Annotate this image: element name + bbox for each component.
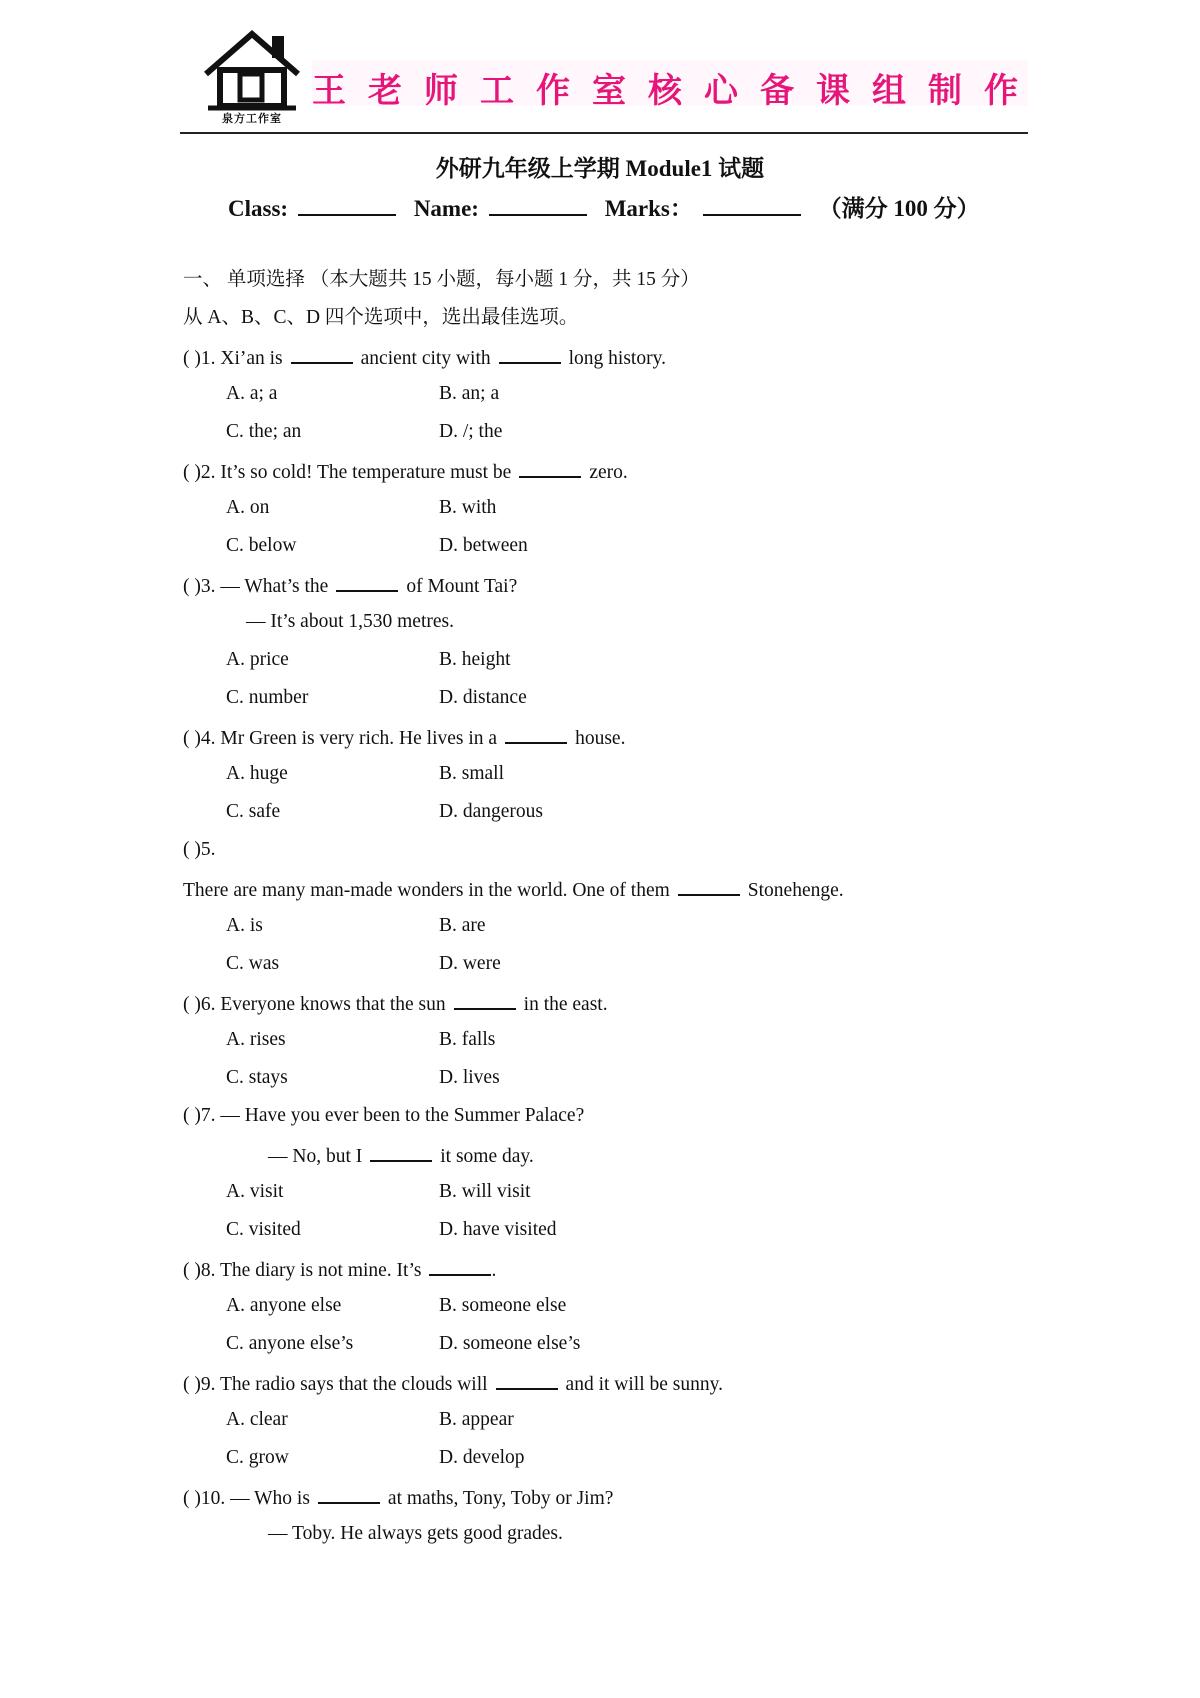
marks-blank[interactable] <box>703 194 801 216</box>
question-stem: ( )4. Mr Green is very rich. He lives in a <box>183 728 498 749</box>
option-b[interactable]: B. falls <box>439 1029 496 1050</box>
answer-blank[interactable] <box>678 876 740 896</box>
question-5: ( )5. <box>183 839 216 860</box>
question-4 <box>183 724 625 751</box>
question-stem: . <box>491 1260 497 1281</box>
question-stem: ( )2. It’s so cold! The temperature must be <box>183 462 512 483</box>
option-b[interactable]: B. will visit <box>439 1181 531 1202</box>
section-heading: 一、 单项选择 （本大题共 15 小题，每小题 1 分，共 15 分） <box>183 269 700 290</box>
option-a[interactable]: A. a; a <box>226 383 278 404</box>
question-stem: ( )9. The radio says that the clouds will <box>183 1374 488 1395</box>
option-d[interactable]: D. have visited <box>439 1219 557 1240</box>
section-instruction: 从 A、B、C、D 四个选项中，选出最佳选项。 <box>183 307 579 328</box>
banner-text: 王老师工作室核心备课组制作 <box>312 71 1040 111</box>
option-a[interactable]: A. visit <box>226 1181 284 1202</box>
answer-blank[interactable] <box>291 344 353 364</box>
answer-blank[interactable] <box>505 724 567 744</box>
page-title: 外研九年级上学期 Module1 试题 <box>435 156 765 181</box>
question-stem: ( )3. — What’s the <box>183 576 329 597</box>
page-header <box>180 28 1040 134</box>
question-9 <box>183 1370 723 1397</box>
option-b[interactable]: B. are <box>439 915 486 936</box>
answer-blank[interactable] <box>454 990 516 1010</box>
question-3-reply: — It’s about 1,530 metres. <box>246 611 454 632</box>
answer-blank[interactable] <box>336 572 398 592</box>
option-c[interactable]: C. below <box>226 535 297 556</box>
option-a[interactable]: A. anyone else <box>226 1295 342 1316</box>
class-label: Class: <box>228 196 289 221</box>
question-stem: and it will be sunny. <box>565 1374 723 1395</box>
option-d[interactable]: D. develop <box>439 1447 525 1468</box>
question-stem: ( )8. The diary is not mine. It’s <box>183 1260 422 1281</box>
answer-blank[interactable] <box>496 1370 558 1390</box>
class-blank[interactable] <box>298 194 396 216</box>
name-blank[interactable] <box>489 194 587 216</box>
option-c[interactable]: C. grow <box>226 1447 289 1468</box>
full-marks-note: （满分 100 分） <box>818 196 980 221</box>
option-a[interactable]: A. rises <box>226 1029 286 1050</box>
student-info-line <box>228 190 980 223</box>
question-7: ( )7. — Have you ever been to the Summer Palace? <box>183 1105 585 1126</box>
question-7-reply <box>268 1142 534 1169</box>
option-b[interactable]: B. small <box>439 763 505 784</box>
answer-blank[interactable] <box>318 1484 380 1504</box>
question-1 <box>183 344 666 371</box>
logo-caption: 泉方工作室 <box>222 112 282 125</box>
option-b[interactable]: B. appear <box>439 1409 514 1430</box>
house-logo-icon <box>200 28 304 124</box>
question-8 <box>183 1256 496 1283</box>
option-a[interactable]: A. clear <box>226 1409 288 1430</box>
question-10-reply: — Toby. He always gets good grades. <box>268 1523 563 1544</box>
question-stem: ancient city with <box>360 348 491 369</box>
option-c[interactable]: C. anyone else’s <box>226 1333 354 1354</box>
option-d[interactable]: D. /; the <box>439 421 503 442</box>
answer-blank[interactable] <box>499 344 561 364</box>
answer-blank[interactable] <box>519 458 581 478</box>
option-a[interactable]: A. is <box>226 915 263 936</box>
option-d[interactable]: D. were <box>439 953 501 974</box>
option-a[interactable]: A. on <box>226 497 270 518</box>
option-b[interactable]: B. with <box>439 497 497 518</box>
question-2 <box>183 458 628 485</box>
option-a[interactable]: A. huge <box>226 763 288 784</box>
question-stem: There are many man-made wonders in the world. One of them <box>183 880 670 901</box>
question-stem: long history. <box>568 348 666 369</box>
option-b[interactable]: B. height <box>439 649 511 670</box>
answer-blank[interactable] <box>429 1256 491 1276</box>
question-10 <box>183 1484 613 1511</box>
option-a[interactable]: A. price <box>226 649 289 670</box>
question-5-stem <box>183 876 844 903</box>
marks-label: Marks： <box>604 196 693 221</box>
option-c[interactable]: C. stays <box>226 1067 288 1088</box>
header-divider <box>180 132 1028 134</box>
option-b[interactable]: B. an; a <box>439 383 500 404</box>
question-stem: ( )1. Xi’an is <box>183 348 283 369</box>
question-3 <box>183 572 517 599</box>
question-stem: it some day. <box>440 1146 534 1167</box>
option-c[interactable]: C. number <box>226 687 309 708</box>
option-c[interactable]: C. the; an <box>226 421 302 442</box>
option-c[interactable]: C. safe <box>226 801 281 822</box>
question-stem: — No, but I <box>268 1146 363 1167</box>
option-c[interactable]: C. visited <box>226 1219 301 1240</box>
question-stem: in the east. <box>523 994 608 1015</box>
option-c[interactable]: C. was <box>226 953 280 974</box>
option-d[interactable]: D. lives <box>439 1067 500 1088</box>
option-b[interactable]: B. someone else <box>439 1295 567 1316</box>
question-stem: of Mount Tai? <box>406 576 518 597</box>
option-d[interactable]: D. distance <box>439 687 527 708</box>
question-stem: house. <box>575 728 626 749</box>
banner <box>312 60 1040 111</box>
name-label: Name: <box>413 196 479 221</box>
question-stem: ( )10. — Who is <box>183 1488 310 1509</box>
question-stem: zero. <box>589 462 628 483</box>
question-stem: ( )6. Everyone knows that the sun <box>183 994 446 1015</box>
option-d[interactable]: D. between <box>439 535 528 556</box>
question-stem: at maths, Tony, Toby or Jim? <box>387 1488 614 1509</box>
answer-blank[interactable] <box>370 1142 432 1162</box>
question-stem: Stonehenge. <box>747 880 844 901</box>
option-d[interactable]: D. someone else’s <box>439 1333 581 1354</box>
question-6 <box>183 990 608 1017</box>
option-d[interactable]: D. dangerous <box>439 801 543 822</box>
